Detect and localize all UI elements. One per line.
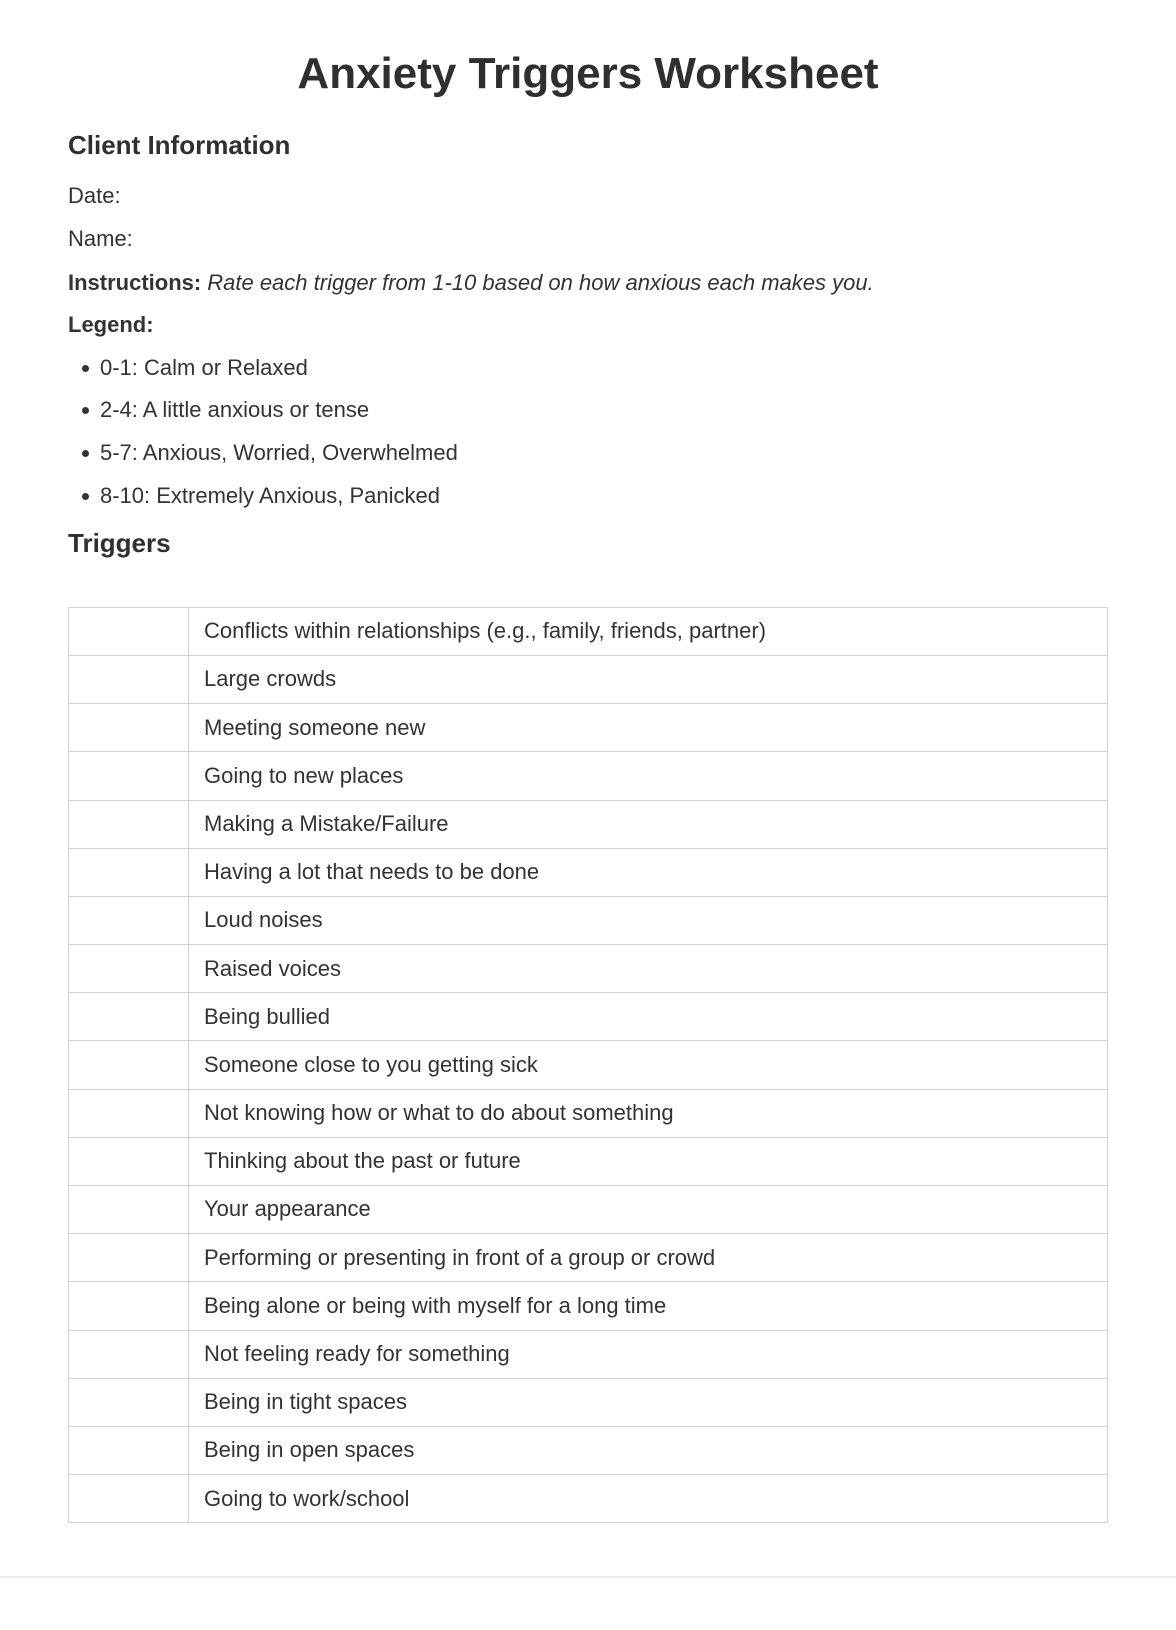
trigger-label-cell: Loud noises <box>189 896 1108 944</box>
date-field-label: Date: <box>68 182 121 208</box>
rating-cell[interactable] <box>69 993 189 1041</box>
legend-item <box>68 483 1108 509</box>
triggers-table <box>68 607 1108 1524</box>
rating-cell[interactable] <box>69 1330 189 1378</box>
trigger-label-cell: Not knowing how or what to do about something <box>189 1089 1108 1137</box>
rating-cell[interactable] <box>69 1426 189 1474</box>
rating-cell[interactable] <box>69 1378 189 1426</box>
table-row <box>69 704 1108 752</box>
table-row <box>69 1475 1108 1523</box>
legend-label: Legend: <box>68 312 154 338</box>
rating-cell[interactable] <box>69 752 189 800</box>
table-row <box>69 655 1108 703</box>
table-row <box>69 1282 1108 1330</box>
rating-cell[interactable] <box>69 848 189 896</box>
legend-item <box>68 397 1108 423</box>
trigger-label-cell: Thinking about the past or future <box>189 1137 1108 1185</box>
table-row <box>69 1137 1108 1185</box>
page-boundary-divider <box>0 1576 1176 1578</box>
table-row <box>69 896 1108 944</box>
legend-item-text: 8-10: Extremely Anxious, Panicked <box>100 483 440 509</box>
trigger-label-cell: Being bullied <box>189 993 1108 1041</box>
rating-cell[interactable] <box>69 704 189 752</box>
legend-list <box>68 355 1108 510</box>
instructions-text: Rate each trigger from 1-10 based on how anxious each makes you. <box>207 269 874 295</box>
trigger-label-cell: Conflicts within relationships (e.g., family, friends, partner) <box>189 607 1108 655</box>
trigger-label-cell: Being alone or being with myself for a long time <box>189 1282 1108 1330</box>
bullet-icon <box>82 365 89 372</box>
rating-cell[interactable] <box>69 1137 189 1185</box>
trigger-label-cell: Being in open spaces <box>189 1426 1108 1474</box>
rating-cell[interactable] <box>69 607 189 655</box>
client-information-section <box>68 130 1108 510</box>
legend-item <box>68 355 1108 381</box>
rating-cell[interactable] <box>69 896 189 944</box>
rating-cell[interactable] <box>69 1089 189 1137</box>
legend-item-text: 0-1: Calm or Relaxed <box>100 354 308 380</box>
trigger-label-cell: Someone close to you getting sick <box>189 1041 1108 1089</box>
trigger-label-cell: Going to work/school <box>189 1475 1108 1523</box>
page-title: Anxiety Triggers Worksheet <box>297 49 879 98</box>
table-row <box>69 752 1108 800</box>
bullet-icon <box>82 450 89 457</box>
triggers-section <box>68 528 1108 1524</box>
triggers-heading: Triggers <box>68 527 171 558</box>
table-row <box>69 1378 1108 1426</box>
legend-item-text: 2-4: A little anxious or tense <box>100 397 370 423</box>
name-field-label: Name: <box>68 226 133 252</box>
table-row <box>69 1186 1108 1234</box>
client-information-heading: Client Information <box>68 129 291 160</box>
trigger-label-cell: Meeting someone new <box>189 704 1108 752</box>
bullet-icon <box>82 493 89 500</box>
rating-cell[interactable] <box>69 1282 189 1330</box>
bullet-icon <box>82 407 89 414</box>
trigger-label-cell: Not feeling ready for something <box>189 1330 1108 1378</box>
legend-item-text: 5-7: Anxious, Worried, Overwhelmed <box>100 440 458 466</box>
instructions-label: Instructions: <box>68 269 202 295</box>
trigger-label-cell: Making a Mistake/Failure <box>189 800 1108 848</box>
triggers-table-body <box>69 607 1108 1523</box>
trigger-label-cell: Being in tight spaces <box>189 1378 1108 1426</box>
rating-cell[interactable] <box>69 945 189 993</box>
rating-cell[interactable] <box>69 1041 189 1089</box>
table-row <box>69 800 1108 848</box>
trigger-label-cell: Going to new places <box>189 752 1108 800</box>
table-row <box>69 848 1108 896</box>
table-row <box>69 993 1108 1041</box>
table-row <box>69 945 1108 993</box>
rating-cell[interactable] <box>69 1186 189 1234</box>
trigger-label-cell: Having a lot that needs to be done <box>189 848 1108 896</box>
table-row <box>69 1089 1108 1137</box>
table-row <box>69 1041 1108 1089</box>
legend-item <box>68 440 1108 466</box>
instructions-line <box>68 270 1108 296</box>
rating-cell[interactable] <box>69 1475 189 1523</box>
rating-cell[interactable] <box>69 655 189 703</box>
rating-cell[interactable] <box>69 800 189 848</box>
table-row <box>69 1234 1108 1282</box>
trigger-label-cell: Your appearance <box>189 1186 1108 1234</box>
trigger-label-cell: Performing or presenting in front of a group or crowd <box>189 1234 1108 1282</box>
rating-cell[interactable] <box>69 1234 189 1282</box>
table-row <box>69 607 1108 655</box>
table-row <box>69 1426 1108 1474</box>
trigger-label-cell: Large crowds <box>189 655 1108 703</box>
table-row <box>69 1330 1108 1378</box>
trigger-label-cell: Raised voices <box>189 945 1108 993</box>
